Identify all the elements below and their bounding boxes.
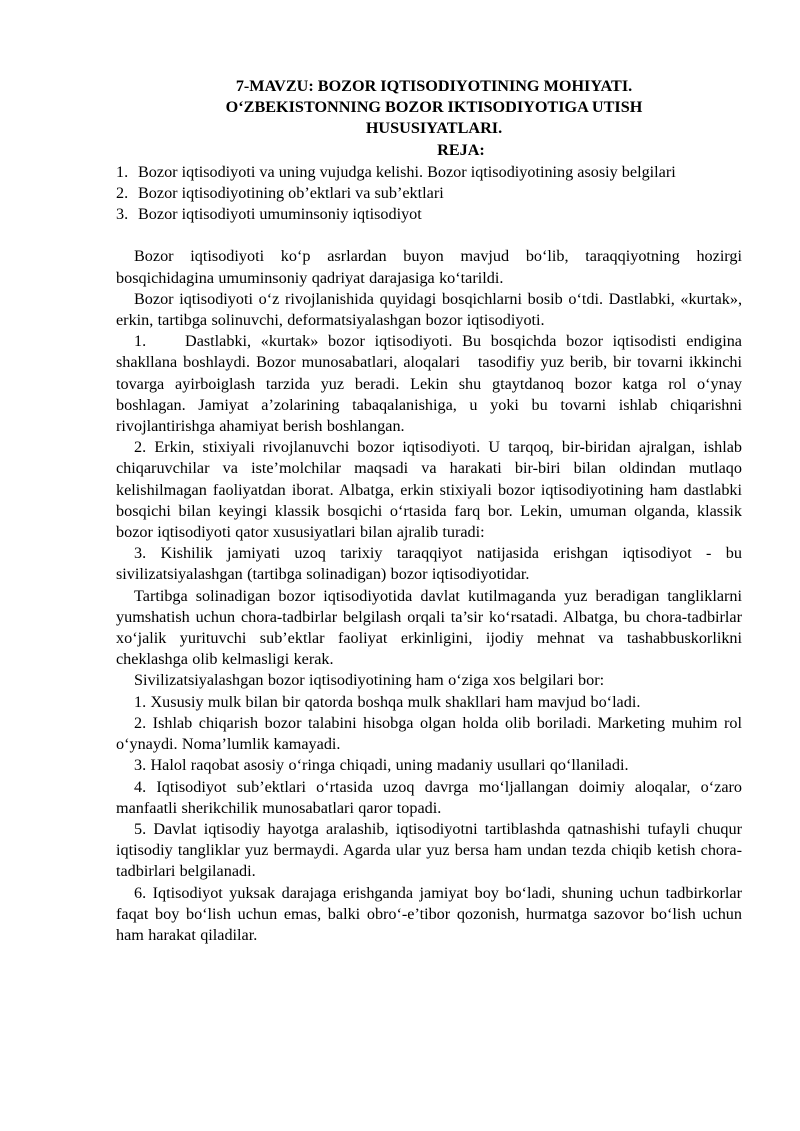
paragraph-feature-5: 5. Davlat iqtisodiy hayotga aralashib, iqtisodiyotni tartiblashda qatnashishi tufayli chuqur iqtisodiy tangliklar yuz bermaydi. Agarda ular yuz bersa ham undan tezda chiqib ketish chora-tadbirlari belgilanadi. <box>116 819 742 881</box>
plan-item <box>116 183 742 204</box>
document-title <box>116 76 742 140</box>
paragraph-feature-3: 3. Halol raqobat asosiy o‘ringa chiqadi, uning madaniy usullari qo‘llaniladi. <box>134 756 629 775</box>
paragraph-feature-4: 4. Iqtisodiyot sub’ektlari o‘rtasida uzoq davrga mo‘ljallangan doimiy aloqalar, o‘zaro manfaatli sherikchilik munosabatlari qaror topadi. <box>116 777 742 817</box>
body-text <box>116 246 747 946</box>
title-line-1: 7-MAVZU: BOZOR IQTISODIYOTINING MOHIYATI. <box>235 77 633 95</box>
plan-item <box>116 162 742 183</box>
paragraph-feature-6: 6. Iqtisodiyot yuksak darajaga erishganda jamiyat boy bo‘ladi, shuning uchun tadbirkorlar faqat boy bo‘lish uchun emas, balki obro‘-e’tibor qozonish, hurmatga sazovor bo‘lish uchun ham harakat qiladilar. <box>116 883 742 944</box>
plan-item-number: 1. <box>116 162 129 181</box>
paragraph-feature-2: 2. Ishlab chiqarish bozor talabini hisobga olgan holda olib boriladi. Marketing muhim rol o‘ynaydi. Noma’lumlik kamayadi. <box>116 713 742 754</box>
title-line-3: HUSUSIYATLARI. <box>365 119 503 138</box>
paragraph-stage-3: 3. Kishilik jamiyati uzoq tarixiy taraqqiyot natijasida erishgan iqtisodiyot - bu sivilizatsiyalashgan (tartibga solinadigan) bozor iqtisodiyotidar. <box>116 544 742 584</box>
paragraph-stage-2: 2. Erkin, stixiyali rivojlanuvchi bozor iqtisodiyoti. U tarqoq, bir-biridan ajralgan, ishlab chiqaruvchilar va iste’molchilar maqsadi va harakati bir-biri bilan oldindan mutlaqo kelishilmagan faoliyatdan iborat. Albatga, erkin stixiyali bozor iqtisodiyotining ham dastlabki bosqichi bilan keyingi klassik bosqichi o‘rtasida farq bor. Lekin, umuman olganda, klassik bozor iqtisodiyoti qator xususiyatlari bilan ajralib turadi: <box>116 438 742 542</box>
paragraph-features-intro: Sivilizatsiyalashgan bozor iqtisodiyotining ham o‘ziga xos belgilari bor: <box>134 671 605 690</box>
paragraph-intro: Bozor iqtisodiyoti ko‘p asrlardan buyon mavjud bo‘lib, taraqqiyotning hozirgi bosqichidagina umuminsoniy qadriyat darajasiga ko‘tarildi. <box>116 247 742 287</box>
plan-item <box>116 204 742 225</box>
document-page <box>116 76 747 946</box>
paragraph-stage-1: 1. Dastlabki, «kurtak» bozor iqtisodiyoti. Bu bosqichda bozor iqtisodisti endigina shakllana boshlaydi. Bozor munosabatlari, aloqalari tasodifiy yuz berib, bir tovarni ikkinchi tovarga ayirboiglash tarzida yuz beradi. Lekin shu gtaytdanoq bozor katga rol o‘ynay boshlagan. Jamiyat a’zolarining tabaqalanishiga, u yoki bu tovarni ishlab chiqarishni rivojlantirishga ahamiyat berish boshlangan. <box>116 332 747 436</box>
plan-item-number: 2. <box>116 184 129 203</box>
plan-item-text: Bozor iqtisodiyotining ob’ektlari va sub’ektlari <box>138 184 444 203</box>
spacer <box>116 225 742 246</box>
title-line-2: O‘ZBEKISTONNING BOZOR IKTISODIYOTIGA UTISH <box>225 98 643 117</box>
paragraph-stages: Bozor iqtisodiyoti o‘z rivojlanishida quyidagi bosqichlarni bosib o‘tdi. Dastlabki, «kurtak», erkin, tartibga solinuvchi, deformatsiyalashgan bozor iqtisodiyoti. <box>116 289 742 330</box>
plan-item-text: Bozor iqtisodiyoti va uning vujudga kelishi. Bozor iqtisodiyotining asosiy belgilari <box>138 162 676 181</box>
paragraph-regulated: Tartibga solinadigan bozor iqtisodiyotida davlat kutilmaganda yuz beradigan tangliklarni yumshatish uchun chora-tadbirlar belgilash orqali ta’sir ko‘rsatadi. Albatga, bu chora-tadbirlar xo‘jalik yurituvchi sub’ektlar faoliyat erkinligini, ijodiy mehnat va tashabbuskorlikni cheklashga olib kelmasligi kerak. <box>116 586 742 669</box>
plan-item-text: Bozor iqtisodiyoti umuminsoniy iqtisodiyot <box>138 205 422 224</box>
plan-item-number: 3. <box>116 205 129 224</box>
plan-list <box>116 162 742 226</box>
paragraph-feature-1: 1. Xususiy mulk bilan bir qatorda boshqa mulk shakllari ham mavjud bo‘ladi. <box>134 692 641 711</box>
plan-heading: REJA: <box>437 140 485 159</box>
